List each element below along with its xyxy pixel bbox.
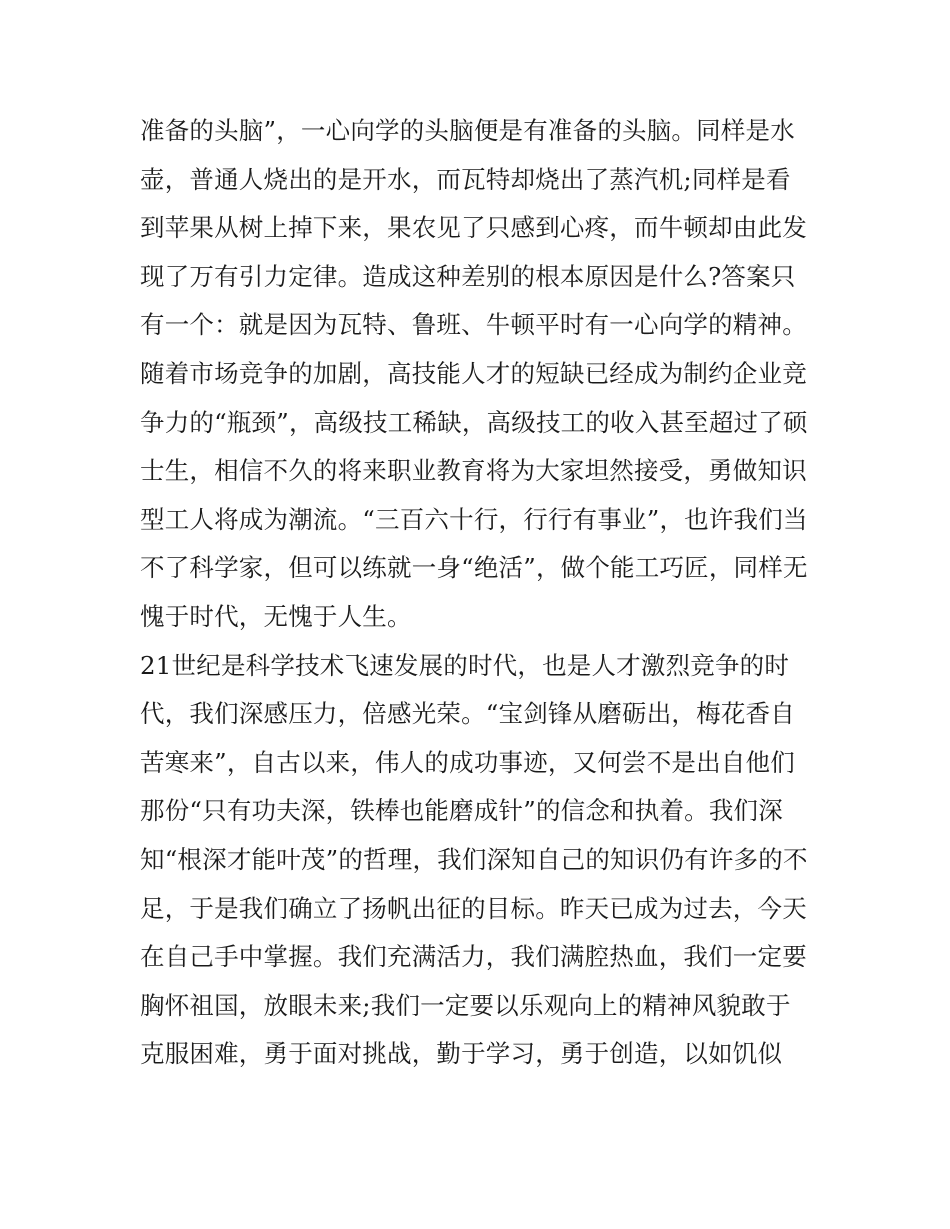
text-line: 愧于时代，无愧于人生。	[140, 601, 412, 631]
text-line: 胸怀祖国，放眼未来;我们一定要以乐观向上的精神风貌敢于	[140, 990, 791, 1020]
text-line: 那份“只有功夫深，铁棒也能磨成针”的信念和执着。我们深	[140, 796, 783, 826]
text-line: 知“根深才能叶茂”的哲理，我们深知自己的知识仍有许多的不	[140, 844, 808, 874]
text-line: 21世纪是科学技术飞速发展的时代，也是人才激烈竞争的时	[140, 650, 790, 680]
text-line: 有一个：就是因为瓦特、鲁班、牛顿平时有一心向学的精神。	[140, 310, 807, 340]
text-line: 苦寒来”，自古以来，伟人的成功事迹，又何尝不是出自他们	[140, 747, 795, 777]
text-line: 到苹果从树上掉下来，果农见了只感到心疼，而牛顿却由此发	[140, 213, 807, 243]
text-line: 在自己手中掌握。我们充满活力，我们满腔热血，我们一定要	[140, 942, 807, 972]
text-line: 足，于是我们确立了扬帆出征的目标。昨天已成为过去，今天	[140, 893, 807, 923]
text-line: 克服困难，勇于面对挑战，勤于学习，勇于创造，以如饥似	[140, 1039, 783, 1069]
text-line: 争力的“瓶颈”，高级技工稀缺，高级技工的收入甚至超过了硕	[140, 407, 808, 437]
text-line: 不了科学家，但可以练就一身“绝活”，做个能工巧匠，同样无	[140, 553, 808, 583]
text-line: 随着市场竞争的加剧，高技能人才的短缺已经成为制约企业竞	[140, 358, 807, 388]
text-line: 壶，普通人烧出的是开水，而瓦特却烧出了蒸汽机;同样是看	[140, 164, 791, 194]
text-line: 现了万有引力定律。造成这种差别的根本原因是什么?答案只	[140, 261, 796, 291]
text-line: 准备的头脑”，一心向学的头脑便是有准备的头脑。同样是水	[140, 116, 795, 145]
text-line: 士生，相信不久的将来职业教育将为大家坦然接受，勇做知识	[140, 456, 807, 486]
text-line: 型工人将成为潮流。“三百六十行，行行有事业”，也许我们当	[140, 504, 808, 534]
text-line: 代，我们深感压力，倍感光荣。“宝剑锋从磨砺出，梅花香自	[140, 699, 795, 729]
document-body	[140, 107, 820, 1079]
